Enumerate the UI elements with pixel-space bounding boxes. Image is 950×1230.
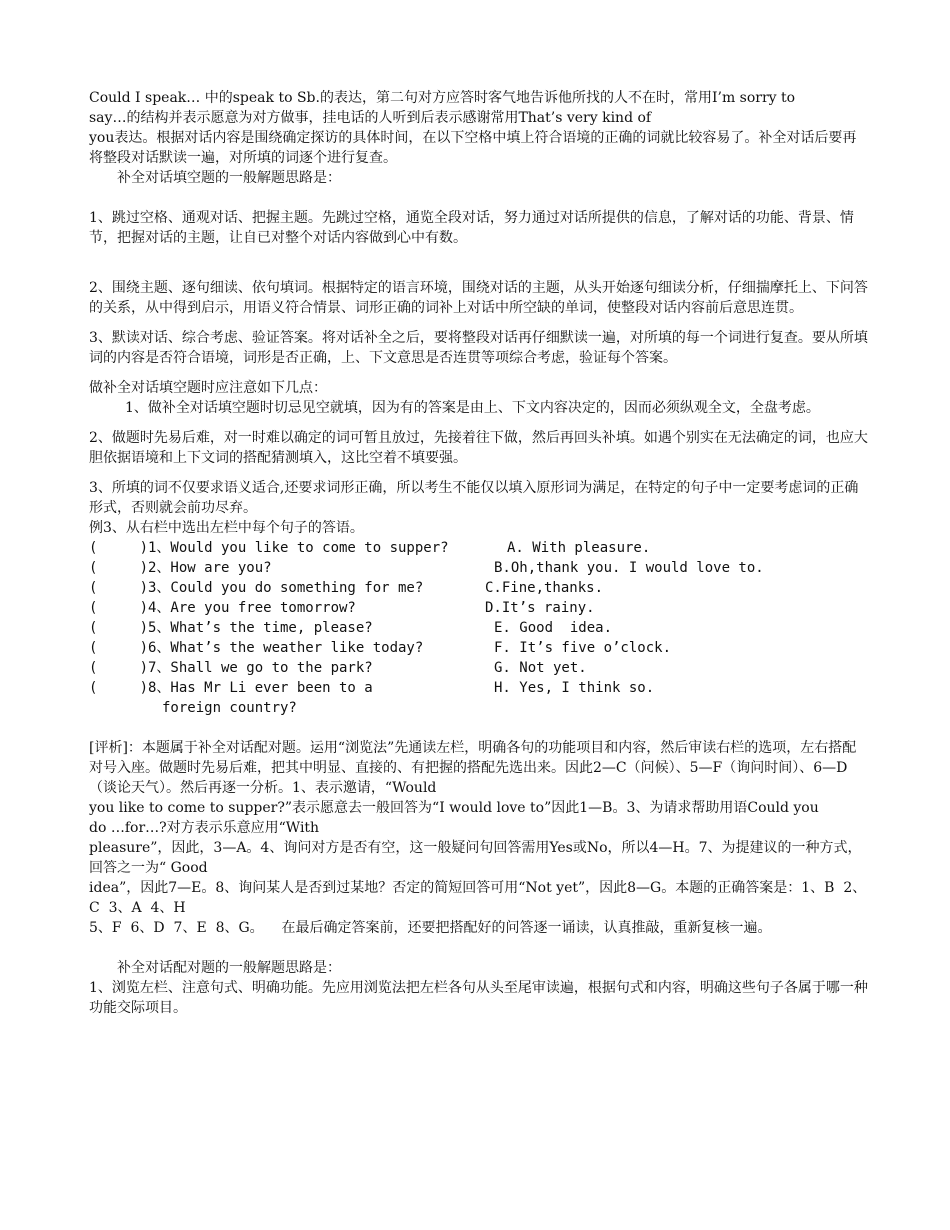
question-left-5: ( )5、What’s the time, please? — [89, 620, 373, 636]
section-heading-match: 补全对话配对题的一般解题思路是： — [117, 960, 341, 976]
fill-step-2: 2、围绕主题、逐句细读、依句填词。根据特定的语言环境，围绕对话的主题，从头开始逐句细读分析，仔细揣摩托上、下问答的关系，从中得到启示，用语义符合情景、词形正确的词补上对话中所空缺的单词，使整段对话内容前后意思连贯。 — [89, 280, 868, 316]
question-left-1: ( )1、Would you like to come to supper? — [89, 540, 449, 556]
question-row-2 — [89, 558, 869, 578]
question-row-8 — [89, 678, 869, 698]
analysis-line-5: idea”，因此7—E。8、询问某人是否到过某地？否定的简短回答可用“Not yet”，因此8—G。本题的正确答案是：1、B 2、C 3、A 4、H — [89, 880, 867, 916]
notes-heading: 做补全对话填空题时应注意如下几点： — [89, 380, 327, 396]
question-row-4 — [89, 598, 869, 618]
fill-step-3: 3、默读对话、综合考虑、验证答案。将对话补全之后，要将整段对话再仔细默读一遍，对所填的每一个词进行复查。要从所填词的内容是否符合语境，词形是否正确，上、下文意思是否连贯等项综合考虑，验证每个答案。 — [89, 330, 868, 366]
intro-line-3: you表达。根据对话内容是围绕确定探访的具体时间，在以下空格中填上符合语境的正确的词就比较容易了。补全对话后要再将整段对话默读一遍，对所填的词逐个进行复查。 — [89, 130, 857, 166]
question-left-8-cont: foreign country? — [162, 700, 297, 716]
analysis-line-1: [评析]：本题属于补全对话配对题。运用“浏览法”先通读左栏，明确各句的功能项目和内容，然后审读右栏的选项，左右搭配对号入座。做题时先易后难，把其中明显、直接的、有把握的搭配先选出来。因此2—C（问候）、5—F（询问时间）、6—D（谈论天气）。然后再逐一分析。1、表示邀请，“Would — [89, 740, 857, 796]
fill-step-1: 1、跳过空格、通观对话、把握主题。先跳过空格，通览全段对话，努力通过对话所提供的信息，了解对话的功能、背景、情节，把握对话的主题，让自已对整个对话内容做到心中有数。 — [89, 210, 854, 246]
note-2: 2、做题时先易后难，对一时难以确定的词可暂且放过，先接着往下做，然后再回头补填。如遇个别实在无法确定的词，也应大胆依据语境和上下文词的搭配猜测填入，这比空着不填要强。 — [89, 430, 868, 466]
note-1: 1、做补全对话填空题时切忌见空就填，因为有的答案是由上、下文内容决定的，因而必须纵观全文，全盘考虑。 — [125, 400, 820, 416]
analysis-line-2: you like to come to supper?”表示愿意去一般回答为“I would love to”因此1—B。3、为请求帮助用语Could you — [89, 800, 819, 816]
document-page — [89, 88, 869, 1018]
answer-right-1: A. With pleasure. — [507, 540, 651, 556]
answer-right-8: H. Yes, I think so. — [494, 680, 655, 696]
analysis-line-6: 5、F 6、D 7、E 8、G。 在最后确定答案前，还要把搭配好的问答逐一诵读，认真推敲，重新复核一遍。 — [89, 920, 772, 936]
note-3: 3、所填的词不仅要求语义适合,还要求词形正确，所以考生不能仅以填入原形词为满足，在特定的句子中一定要考虑词的正确形式，否则就会前功尽弃。 — [89, 480, 859, 516]
question-left-6: ( )6、What’s the weather like today? — [89, 640, 424, 656]
answer-right-2: B.Oh,thank you. I would love to. — [494, 560, 764, 576]
question-row-8-cont — [89, 698, 869, 718]
example-heading: 例3、从右栏中选出左栏中每个句子的答语。 — [89, 520, 364, 536]
question-row-6 — [89, 638, 869, 658]
answer-right-7: G. Not yet. — [494, 660, 587, 676]
question-left-8: ( )8、Has Mr Li ever been to a — [89, 680, 373, 696]
question-left-2: ( )2、How are you? — [89, 560, 272, 576]
intro-line-1: Could I speak… 中的speak to Sb.的表达，第二句对方应答时客气地告诉他所找的人不在时，常用I’m sorry to — [89, 90, 796, 106]
question-left-4: ( )4、Are you free tomorrow? — [89, 600, 356, 616]
section-heading-fill: 补全对话填空题的一般解题思路是： — [117, 170, 341, 186]
question-row-1 — [89, 538, 869, 558]
answer-right-3: C.Fine,thanks. — [485, 580, 604, 596]
question-left-7: ( )7、Shall we go to the park? — [89, 660, 373, 676]
answer-right-5: E. Good idea. — [494, 620, 613, 636]
question-row-3 — [89, 578, 869, 598]
question-left-3: ( )3、Could you do something for me? — [89, 580, 424, 596]
question-row-5 — [89, 618, 869, 638]
answer-right-6: F. It’s five o’clock. — [494, 640, 672, 656]
question-row-7 — [89, 658, 869, 678]
analysis-line-4: pleasure”，因此，3—A。4、询问对方是否有空，这一般疑问句回答需用Yes或No，所以4—H。7、为提建议的一种方式，回答之一为“ Good — [89, 840, 862, 876]
analysis-line-3: do …for…?对方表示乐意应用“With — [89, 820, 320, 836]
intro-line-2: say…的结构并表示愿意为对方做事，挂电话的人听到后表示感谢常用That’s very kind of — [89, 110, 652, 126]
question-table — [89, 538, 869, 718]
answer-right-4: D.It’s rainy. — [485, 600, 595, 616]
match-step-1: 1、浏览左栏、注意句式、明确功能。先应用浏览法把左栏各句从头至尾审读遍，根据句式和内容，明确这些句子各属于哪一种功能交际项目。 — [89, 980, 868, 1016]
